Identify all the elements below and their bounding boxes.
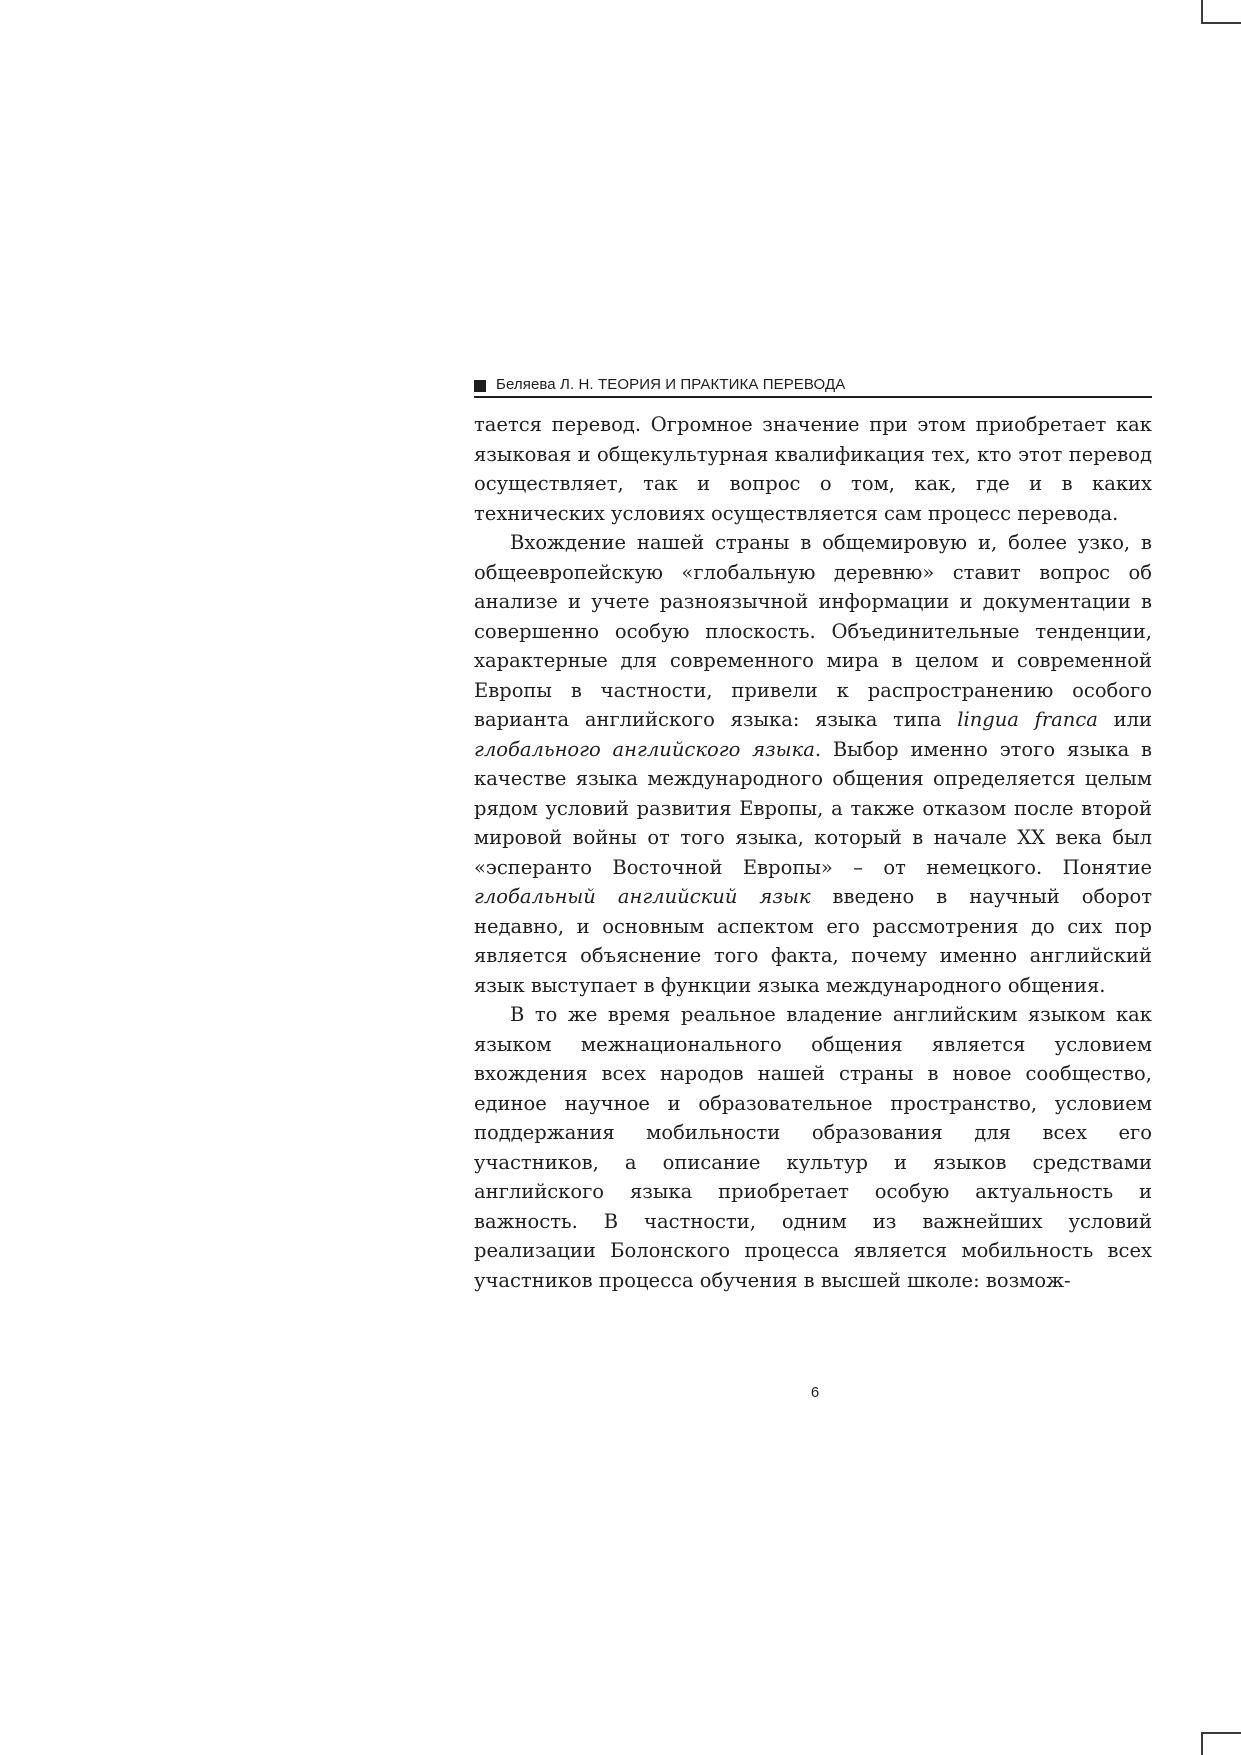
paragraph-2: Вхождение нашей страны в общемировую и, более узко, в общеевропейскую «глобальную деревню» ставит вопрос об анализе и учете разноязычной информации и документации в совершенно особую плоскость. Объединительные тенденции, характерные для современного мира в целом и современной Европы в частности, привели к распространению особого варианта английского языка: языка типа lingua franca или глобального английского языка. Выбор именно этого языка в качестве языка международного общения определяется целым рядом условий развития Европы, а также отказом после второй мировой войны от того языка, который в начале XX века был «эсперанто Восточной Европы» – от немецкого. Понятие глобальный английский язык введено в научный оборот недавно, и основным аспектом его рассмотрения до сих пор является объяснение того факта, почему именно английский язык выступает в функции языка международного общения. (474, 531, 1152, 997)
crop-mark-bottom-vertical (1201, 1732, 1203, 1755)
italic-term-global-english-2: глобальный английский язык (474, 885, 811, 908)
page-number: 6 (810, 1384, 820, 1401)
crop-mark-bottom-horizontal (1201, 1732, 1241, 1734)
running-title: Беляева Л. Н. ТЕОРИЯ И ПРАКТИКА ПЕРЕВОДА (496, 376, 846, 393)
crop-mark-top-horizontal (1201, 22, 1241, 24)
running-header (474, 376, 1152, 398)
crop-mark-top-vertical (1201, 0, 1203, 22)
paragraph-3: В то же время реальное владение английским языком как языком межнационального общения является условием вхождения всех народов нашей страны в новое сообщество, единое научное и образовательное пространство, условием поддержания мобильности образования для всех его участников, а описание культур и языков средствами английского языка приобретает особую актуальность и важность. В частности, одним из важнейших условий реализации Болонского процесса является мобильность всех участников процесса обучения в высшей школе: возмож- (474, 1003, 1152, 1292)
paragraph-1: тается перевод. Огромное значение при этом приобретает как языковая и общекультурная квалификация тех, кто этот перевод осуществляет, так и вопрос о том, как, где и в каких технических условиях осуществляется сам процесс перевода. (474, 413, 1152, 525)
square-bullet-icon (474, 380, 486, 392)
page-body (474, 410, 1152, 1295)
italic-term-lingua-franca: lingua franca (957, 708, 1098, 731)
italic-term-global-english: глобального английского языка (474, 737, 815, 761)
